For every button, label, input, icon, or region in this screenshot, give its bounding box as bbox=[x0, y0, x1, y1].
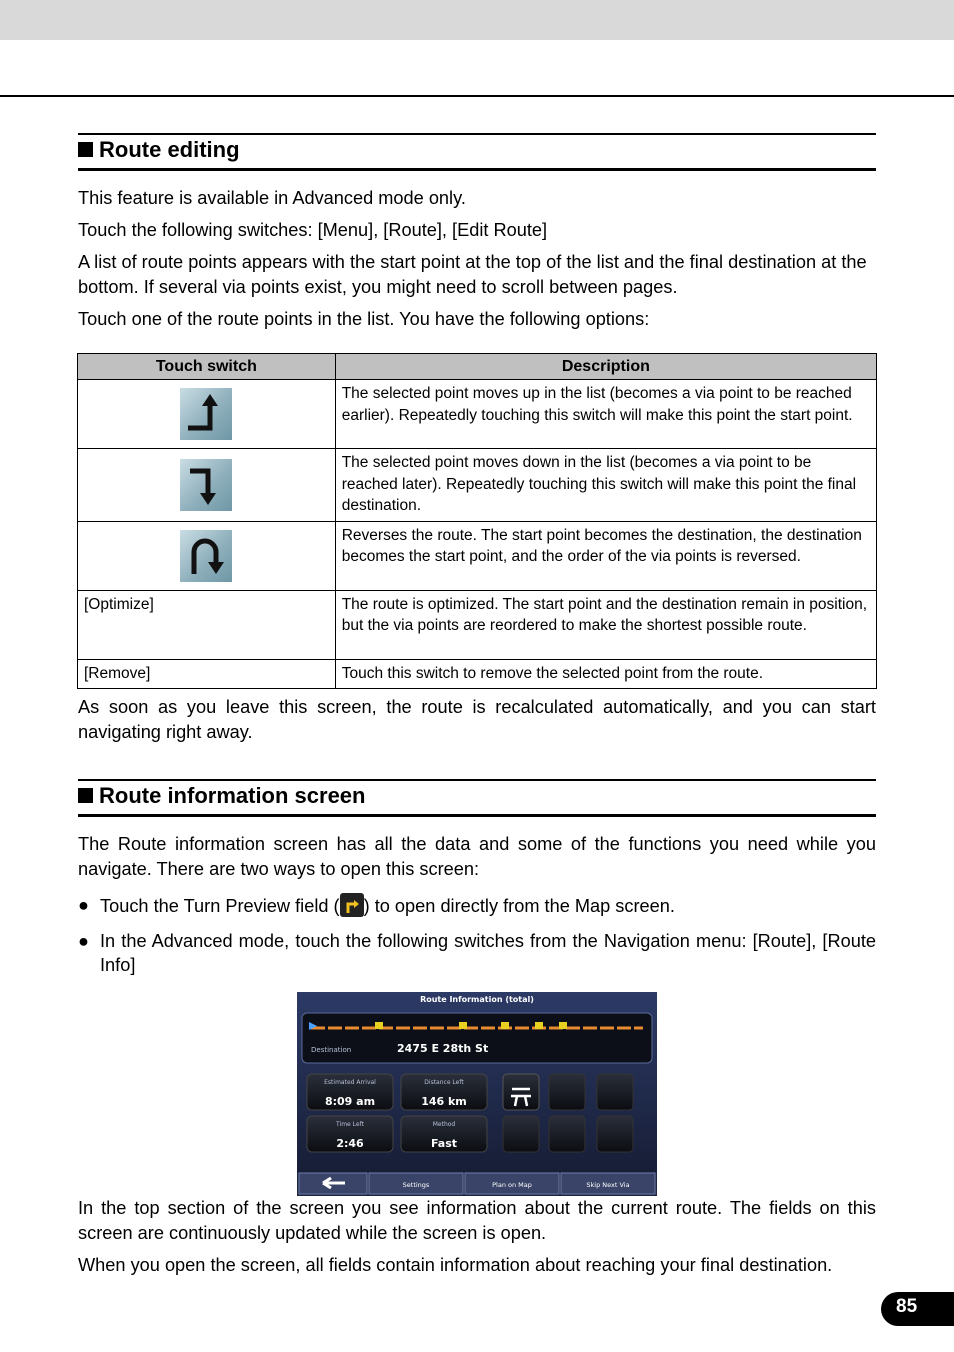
table-row bbox=[78, 380, 877, 449]
paragraph: In the top section of the screen you see information about the current route. The fields on this screen are continuously updated while the screen is open. bbox=[78, 1198, 876, 1243]
destination-value: 2475 E 28th St bbox=[397, 1042, 489, 1055]
description-cell: Touch this switch to remove the selected point from the route. bbox=[335, 659, 876, 689]
switch-cell: [Remove] bbox=[78, 659, 336, 689]
via-point-marker bbox=[375, 1022, 383, 1029]
square-bullet-icon bbox=[78, 142, 93, 157]
distance-left-value: 146 km bbox=[421, 1095, 467, 1108]
bullet-icon: ● bbox=[78, 931, 89, 951]
section-heading-route-editing bbox=[78, 133, 876, 171]
paragraph: Touch the following switches: [Menu], [Route], [Edit Route] bbox=[78, 220, 548, 240]
turn-preview-icon bbox=[340, 893, 364, 917]
header-bar bbox=[0, 0, 954, 40]
paragraph: When you open the screen, all fields contain information about reaching your final destination. bbox=[78, 1255, 833, 1275]
column-header: Touch switch bbox=[78, 354, 336, 380]
move-down-icon bbox=[180, 459, 232, 511]
route-info-screenshot bbox=[297, 992, 657, 1196]
bullet-icon: ● bbox=[78, 895, 89, 915]
skip-next-via-button-label: Skip Next Via bbox=[586, 1181, 630, 1189]
eta-label: Estimated Arrival bbox=[324, 1079, 376, 1086]
description-cell: The selected point moves down in the list (becomes a via point to be reached later). Repeatedly touching this switch will make this point the final destination. bbox=[335, 449, 876, 522]
table-row bbox=[78, 659, 877, 689]
section-title: Route information screen bbox=[99, 783, 366, 808]
screen-title: Route Information (total) bbox=[420, 995, 534, 1004]
switch-cell bbox=[78, 380, 336, 449]
eta-value: 8:09 am bbox=[324, 1095, 376, 1108]
method-label: Method bbox=[432, 1121, 456, 1128]
switch-cell bbox=[78, 449, 336, 522]
road-type-button[interactable] bbox=[549, 1074, 585, 1110]
paragraph: This feature is available in Advanced mode only. bbox=[78, 188, 466, 208]
time-left-value: 2:46 bbox=[336, 1137, 364, 1150]
time-left-label: Time Left bbox=[336, 1121, 364, 1128]
distance-left-label: Distance Left bbox=[424, 1079, 464, 1086]
table-row bbox=[78, 521, 877, 590]
bullet-text: ) to open directly from the Map screen. bbox=[363, 896, 675, 916]
destination-panel bbox=[302, 1013, 652, 1063]
method-value: Fast bbox=[430, 1137, 458, 1150]
destination-label: Destination bbox=[311, 1046, 352, 1054]
paragraph: As soon as you leave this screen, the route is recalculated automatically, and you can start navigating right away. bbox=[78, 697, 876, 742]
move-up-icon bbox=[180, 388, 232, 440]
description-cell: Reverses the route. The start point becomes the destination, the destination becomes the start point, and the order of the via points is reversed. bbox=[335, 521, 876, 590]
plan-on-map-button-label: Plan on Map bbox=[492, 1181, 532, 1189]
description-cell: The route is optimized. The start point and the destination remain in position, but the via points are reordered to make the shortest possible route. bbox=[335, 590, 876, 659]
switch-cell bbox=[78, 521, 336, 590]
via-point-marker bbox=[559, 1022, 567, 1029]
table-row bbox=[78, 590, 877, 659]
bullet-text: Touch the Turn Preview field ( bbox=[100, 896, 340, 916]
page-number-tab bbox=[881, 1292, 954, 1326]
via-point-marker bbox=[535, 1022, 543, 1029]
road-type-button[interactable] bbox=[549, 1116, 585, 1152]
page-number: 85 bbox=[896, 1296, 918, 1317]
square-bullet-icon bbox=[78, 788, 93, 803]
bullet-text: In the Advanced mode, touch the following switches from the Navigation menu: [Route], [Route Info] bbox=[100, 931, 876, 975]
settings-button-label: Settings bbox=[402, 1181, 430, 1189]
reverse-route-icon bbox=[180, 530, 232, 582]
table-row bbox=[78, 449, 877, 522]
column-header: Description bbox=[335, 354, 876, 380]
via-point-marker bbox=[501, 1022, 509, 1029]
paragraph: A list of route points appears with the start point at the top of the list and the final destination at the bottom. If several via points exist, you might need to scroll between pages. bbox=[78, 252, 867, 297]
table-header-row bbox=[78, 354, 877, 380]
road-type-button[interactable] bbox=[503, 1116, 539, 1152]
section-title: Route editing bbox=[99, 137, 240, 162]
header-rule bbox=[0, 95, 954, 97]
description-cell: The selected point moves up in the list (becomes a via point to be reached earlier). Repeatedly touching this switch will make this point the start point. bbox=[335, 380, 876, 449]
section-heading-route-info bbox=[78, 779, 876, 817]
paragraph: The Route information screen has all the data and some of the functions you need while you navigate. There are two ways to open this screen: bbox=[78, 834, 876, 879]
paragraph: Touch one of the route points in the list. You have the following options: bbox=[78, 309, 650, 329]
switch-cell: [Optimize] bbox=[78, 590, 336, 659]
road-type-button[interactable] bbox=[597, 1074, 633, 1110]
highway-toggle-button[interactable] bbox=[503, 1074, 539, 1110]
via-point-marker bbox=[459, 1022, 467, 1029]
options-table bbox=[77, 353, 877, 689]
road-type-button[interactable] bbox=[597, 1116, 633, 1152]
